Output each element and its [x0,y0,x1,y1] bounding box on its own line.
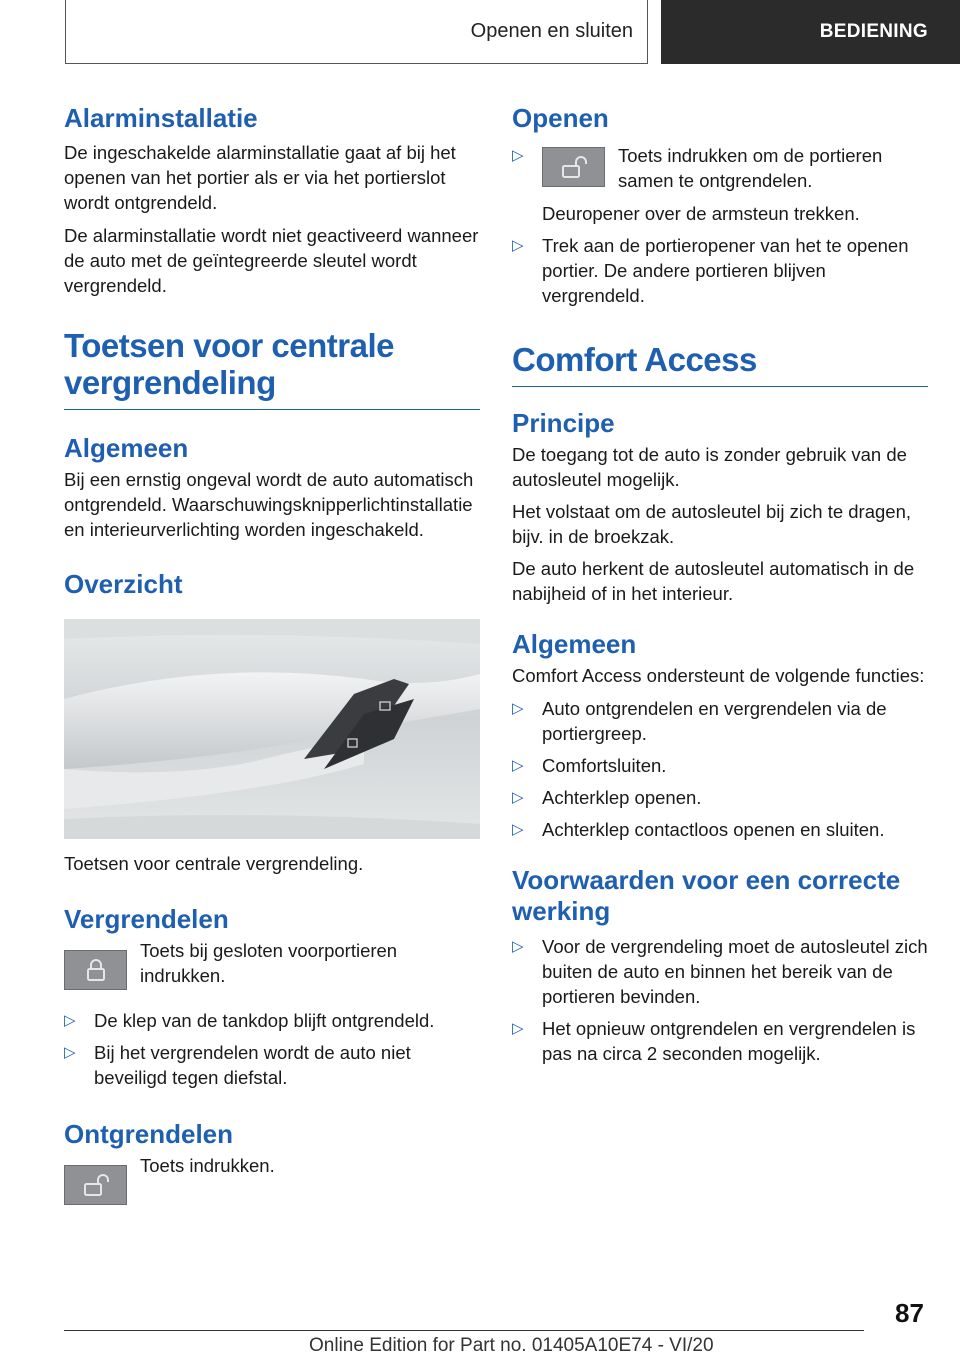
principe-paragraph-3: De auto herkent de autosleutel automatisch in de nabijheid of in het interieur. [512,558,915,604]
header-section-title: Openen en sluiten [470,20,633,42]
principe-paragraph-2: Het volstaat om de autosleutel bij zich te dragen, bijv. in de broekzak. [512,501,912,547]
bullet-triangle-icon: ▷ [512,237,524,254]
algemeen-bullet-1 [512,696,928,746]
footer-edition: Online Edition for Part no. 01405A10E74 - VI/20 [309,1335,714,1356]
heading-overzicht: Overzicht [64,569,183,599]
left-column [64,100,480,1205]
vergrendelen-row [64,938,480,990]
heading-voorwaarden: Voorwaarden voor een correcte werking [512,865,901,926]
lock-button-icon [64,950,127,990]
heading-vergrendelen: Vergrendelen [64,904,229,934]
voorwaarden-bullet-1 [512,934,928,1009]
heading-ontgrendelen: Ontgrendelen [64,1119,234,1149]
openen-bullet-2 [512,233,928,308]
vergrendelen-text: Toets bij gesloten voorportieren indrukken. [140,940,398,986]
heading-algemeen-left: Algemeen [64,433,189,463]
heading-alarminstallatie: Alarminstallatie [64,103,258,133]
unlock-icon [561,156,587,178]
image-caption: Toetsen voor centrale vergrendeling. [64,853,364,874]
openen-icon-text: Toets indrukken om de portieren samen te ontgrendelen. [618,145,883,191]
footer-divider [64,1330,864,1331]
lock-icon [86,959,106,981]
heading-openen: Openen [512,103,609,133]
bullet-text: Auto ontgrendelen en vergrendelen via de portiergreep. [542,698,887,744]
heading-principe: Principe [512,408,615,438]
vergrendelen-bullet-2 [64,1040,480,1090]
bullet-text: Trek aan de portieropener van het te openen portier. De andere portieren blijven vergrendeld. [542,235,909,306]
vergrendelen-bullet-1 [64,1008,480,1033]
heading-comfort-access: Comfort Access [512,341,757,378]
ontgrendelen-text: Toets indrukken. [140,1155,275,1176]
unlock-button-icon [542,147,605,187]
bullet-triangle-icon: ▷ [512,938,524,955]
bullet-triangle-icon: ▷ [512,1020,524,1037]
algemeen-bullet-4 [512,817,928,842]
bullet-triangle-icon: ▷ [64,1012,76,1029]
bullet-text: Comfortsluiten. [542,755,667,776]
openen-bullet-1 [512,143,928,193]
bullet-triangle-icon: ▷ [512,700,524,717]
bullet-triangle-icon: ▷ [512,757,524,774]
bullet-triangle-icon: ▷ [512,789,524,806]
ontgrendelen-row [64,1153,480,1205]
unlock-button-icon [64,1165,127,1205]
heading-comfort-block [512,341,928,387]
algemeen-bullet-3 [512,785,928,810]
bullet-text: De klep van de tankdop blijft ontgrendeld. [94,1010,435,1031]
door-buttons-image [64,619,480,839]
right-column [512,100,928,1066]
heading-algemeen-right: Algemeen [512,629,637,659]
bullet-triangle-icon: ▷ [512,147,524,164]
bullet-text: Voor de vergrendeling moet de autosleutel zich buiten de auto en binnen het bereik van de portieren bevinden. [542,936,928,1007]
header-section-box [65,0,648,64]
bullet-triangle-icon: ▷ [64,1044,76,1061]
door-handle-illustration [64,619,480,839]
heading-toetsen-block [64,327,480,410]
bullet-text: Het opnieuw ontgrendelen en vergrendelen is pas na circa 2 seconden mogelijk. [542,1018,916,1064]
openen-icon-row [542,143,928,193]
bullet-text: Achterklep contactloos openen en sluiten. [542,819,885,840]
unlock-icon [83,1174,109,1196]
bullet-text: Achterklep openen. [542,787,702,808]
page-number: 87 [895,1298,924,1328]
voorwaarden-bullet-2 [512,1016,928,1066]
alarm-paragraph-1: De ingeschakelde alarminstallatie gaat af bij het openen van het portier als er via het portierslot wordt ontgrendeld. [64,142,456,213]
alarm-paragraph-2: De alarminstallatie wordt niet geactiveerd wanneer de auto met de geïntegreerde sleutel wordt vergrendeld. [64,225,479,296]
algemeen-paragraph-right: Comfort Access ondersteunt de volgende functies: [512,665,925,686]
algemeen-bullet-2 [512,753,928,778]
heading-toetsen: Toetsen voor centrale vergrendeling [64,327,394,401]
header-chapter-tab [661,0,960,64]
algemeen-paragraph-left: Bij een ernstig ongeval wordt de auto automatisch ontgrendeld. Waarschuwingsknipperlichtinstallatie en interieurverlichting worden ingeschakeld. [64,469,474,540]
bullet-triangle-icon: ▷ [512,821,524,838]
header-chapter-title: BEDIENING [819,21,928,42]
openen-subtext: Deuropener over de armsteun trekken. [542,203,860,224]
bullet-text: Bij het vergrendelen wordt de auto niet beveiligd tegen diefstal. [94,1042,411,1088]
principe-paragraph-1: De toegang tot de auto is zonder gebruik van de autosleutel mogelijk. [512,444,907,490]
